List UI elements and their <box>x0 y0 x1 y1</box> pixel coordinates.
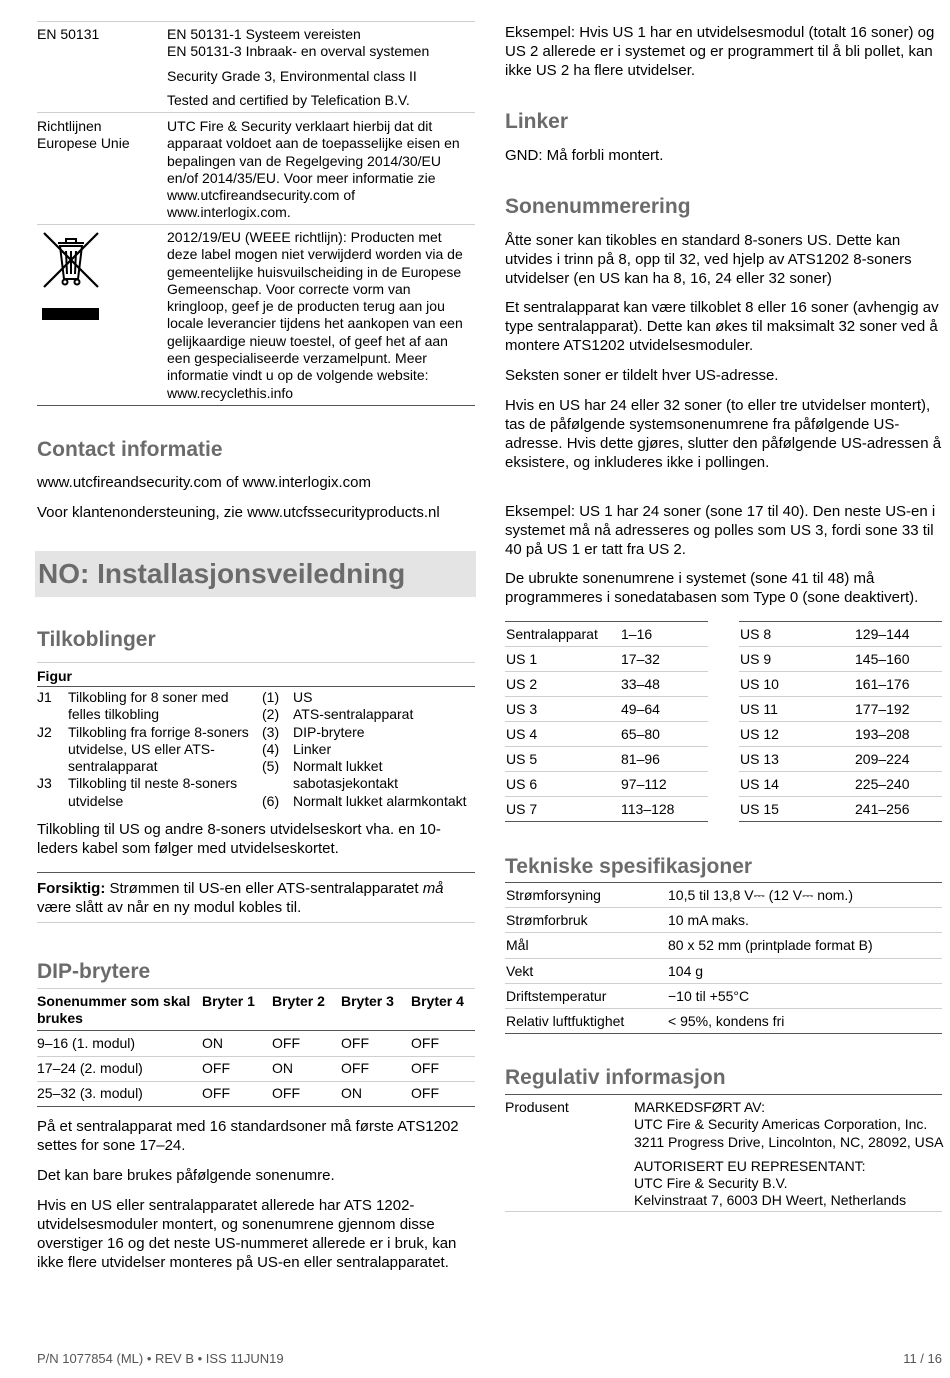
dip-cell: OFF <box>272 1035 300 1051</box>
dip-header: Bryter 3 <box>341 993 394 1009</box>
reg-value: UTC Fire & Security verklaart hierbij dat dit apparaat voldoet aan de toepasselijke eisen en bepalingen van de Regelgeving 2014/30/EU en/of 2014/35/EU. Voor meer informatie zie www.utcfireandsecurity.com of www.interlogix.com. <box>167 118 460 221</box>
reg-value: 2012/19/EU (WEEE richtlijn): Producten met deze label mogen niet verwijderd worden via de gemeentelijke huisvuilscheiding in de Europese Gemeenschap. Voor correcte vorm van kringloop, geef je de producten terug aan jou locale leverancier tijdens het aankopen van een gelijkaardige nieuw toestel, of geef het af aan een gespecialiseerde verzamelpunt. Meer informatie vindt u op de volgende website: www.recyclethis.info <box>167 229 463 401</box>
sone-paragraph: Et sentralapparat kan være tilkoblet 8 eller 16 soner (avhengig av type sentralapparat). Dette kan økes til maksimalt 32 soner ved å montere ATS1202 utvidelsesmoduler. <box>505 299 939 354</box>
table-rule <box>505 1094 942 1095</box>
zone-range: 1–16 <box>621 626 653 642</box>
spec-label: Relativ luftfuktighet <box>506 1012 625 1029</box>
table-row <box>505 747 708 772</box>
dip-cell: 25–32 (3. modul) <box>37 1085 143 1101</box>
zone-range: 177–192 <box>855 701 910 717</box>
zone-unit: US 12 <box>740 726 779 742</box>
tekniske-heading: Tekniske spesifikasjoner <box>505 855 753 878</box>
dip-paragraph: Det kan bare brukes påfølgende sonenumre. <box>37 1167 335 1184</box>
zone-unit: US 5 <box>506 751 538 767</box>
regulativ-key: Produsent <box>505 1099 569 1115</box>
dip-cell: 9–16 (1. modul) <box>37 1035 136 1051</box>
section-rule <box>37 662 475 663</box>
zone-range: 161–176 <box>855 676 910 692</box>
table-row <box>739 697 942 722</box>
weee-bar <box>42 308 99 320</box>
table-row <box>505 772 708 797</box>
reg-value <box>167 26 475 109</box>
table-rule <box>37 405 475 406</box>
zone-range: 113–128 <box>621 801 675 817</box>
table-row <box>505 697 708 722</box>
table-rule <box>37 224 475 225</box>
caution-text: være slått av når en ny modul kobles til. <box>37 899 302 916</box>
sonenummerering-heading: Sonenummerering <box>505 195 691 218</box>
list-item <box>262 793 475 810</box>
caution-emphasis: må <box>422 880 444 897</box>
address-line: UTC Fire & Security Americas Corporation, Inc. <box>634 1116 928 1133</box>
table-rule <box>37 1030 475 1031</box>
zone-range: 33–48 <box>621 676 660 692</box>
table-rule <box>37 1081 475 1082</box>
item-id: (4) <box>262 740 280 757</box>
zone-unit: US 10 <box>740 676 779 692</box>
sone-paragraph: De ubrukte sonenumrene i systemet (sone 41 til 48) må programmeres i sonedatabasen som Type 0 (sone deaktivert). <box>505 570 919 606</box>
address-line: Kelvinstraat 7, 6003 DH Weert, Netherlands <box>634 1192 907 1209</box>
dip-cell: OFF <box>202 1060 230 1076</box>
dip-cell: OFF <box>411 1085 439 1101</box>
spec-value: 104 g <box>668 962 704 979</box>
reg-line: EN 50131-3 Inbraak- en overval systemen <box>167 43 430 60</box>
regulativ-block <box>634 1099 946 1210</box>
zone-range: 209–224 <box>855 751 910 767</box>
caution-rule <box>37 872 475 873</box>
list-item <box>262 724 475 741</box>
footer-page-number: 11 / 16 <box>903 1351 942 1366</box>
zone-range: 65–80 <box>621 726 660 742</box>
item-id: (2) <box>262 706 280 723</box>
zone-unit: US 14 <box>740 776 779 792</box>
list-item <box>37 724 257 776</box>
spec-label: Driftstemperatur <box>506 987 607 1004</box>
item-id: J2 <box>37 723 52 740</box>
item-id: (5) <box>262 758 280 775</box>
item-text: DIP-brytere <box>293 723 365 740</box>
zone-range: 145–160 <box>855 651 910 667</box>
contact-line: www.utcfireandsecurity.com of www.interlogix.com <box>37 474 371 491</box>
regulativ-heading: Regulativ informasjon <box>505 1066 726 1089</box>
dip-header: Bryter 4 <box>411 993 464 1009</box>
reg-line: Tested and certified by Telefication B.V. <box>167 91 410 108</box>
table-row <box>505 797 708 822</box>
list-item <box>262 741 475 758</box>
reg-line: Security Grade 3, Environmental class II <box>167 67 417 84</box>
footer-part-number: P/N 1077854 (ML) • REV B • ISS 11JUN19 <box>37 1351 284 1366</box>
zone-range: 193–208 <box>855 726 910 742</box>
zone-unit: US 3 <box>506 701 538 717</box>
dip-cell: OFF <box>411 1060 439 1076</box>
zone-unit: US 9 <box>740 651 772 667</box>
dip-cell: OFF <box>341 1060 369 1076</box>
table-row <box>505 672 708 697</box>
dip-paragraph: Hvis en US eller sentralapparatet allerede har ATS 1202-utvidelsesmoduler montert, og sonenumrene gjennom disse overstiger 16 og det neste US-nummeret allerede er i bruk, kan ikke flere utvidelser monteres på US-en eller sentralapparatet. <box>37 1197 457 1271</box>
dip-cell: OFF <box>202 1085 230 1101</box>
zone-table-right <box>739 621 942 822</box>
zone-range: 129–144 <box>855 626 910 642</box>
table-row <box>505 908 942 933</box>
item-text: Tilkobling fra forrige 8-soners utvidelse, US eller ATS-sentralapparat <box>68 723 249 775</box>
reg-key: EN 50131 <box>37 26 100 42</box>
table-row <box>739 672 942 697</box>
spec-label: Strømforsyning <box>506 887 601 903</box>
zone-unit: US 6 <box>506 776 538 792</box>
item-text: ATS-sentralapparat <box>293 706 414 723</box>
spec-value: 10,5 til 13,8 V⎓ (12 V⎓ nom.) <box>668 887 853 903</box>
zone-unit: US 13 <box>740 751 779 767</box>
linker-text: GND: Må forbli montert. <box>505 147 664 164</box>
zone-unit: US 4 <box>506 726 538 742</box>
list-item <box>37 689 257 724</box>
caution-text: Strømmen til US-en eller ATS-sentralapparatet <box>105 880 423 897</box>
table-row <box>505 883 942 908</box>
dip-paragraph: På et sentralapparat med 16 standardsoner må første ATS1202 settes for sone 17–24. <box>37 1118 459 1154</box>
table-rule <box>37 1056 475 1057</box>
sone-paragraph: Hvis en US har 24 eller 32 soner (to eller tre utvidelser montert), tas de påfølgende systemsonenumrene fra påfølgende US-adresse. Hvis dette gjøres, slutter den påfølgende US-adressen å eksistere, og inkluderes ikke i pollingen. <box>505 397 942 471</box>
caution-note <box>37 879 475 917</box>
table-row <box>505 722 708 747</box>
zone-range: 241–256 <box>855 801 910 817</box>
zone-range: 97–112 <box>621 776 667 792</box>
section-title-band <box>35 551 476 597</box>
reg-line: EN 50131-1 Systeem vereisten <box>167 26 361 42</box>
table-rule <box>37 988 475 989</box>
zone-unit: US 15 <box>740 801 779 817</box>
table-rule <box>505 1211 942 1212</box>
table-row <box>505 647 708 672</box>
table-rule <box>37 21 475 22</box>
table-row <box>739 647 942 672</box>
list-item <box>37 775 257 810</box>
item-id: (6) <box>262 792 280 809</box>
item-text: US <box>293 689 313 705</box>
dip-cell: ON <box>272 1060 293 1076</box>
table-row <box>739 747 942 772</box>
tilkoblinger-heading: Tilkoblinger <box>37 628 156 651</box>
table-row <box>739 622 942 647</box>
spec-value: 10 mA maks. <box>668 912 749 929</box>
table-row <box>37 1060 475 1080</box>
item-id: J3 <box>37 775 52 792</box>
table-rule <box>37 112 475 113</box>
contact-heading: Contact informatie <box>37 438 223 461</box>
table-row <box>37 1035 475 1055</box>
table-row <box>505 1009 942 1034</box>
item-id: (3) <box>262 723 280 740</box>
zone-unit: US 11 <box>740 701 778 717</box>
dip-cell: OFF <box>341 1035 369 1051</box>
table-rule <box>37 1106 475 1107</box>
dip-cell: OFF <box>411 1035 439 1051</box>
sone-paragraph: Eksempel: US 1 har 24 soner (sone 17 til 40). Den neste US-en i systemet må nå adresseres og polles som US 3, fordi sone 33 til 40 på US 1 er tatt fra US 2. <box>505 503 936 558</box>
figure-legend-n <box>262 689 475 810</box>
figur-label: Figur <box>37 668 72 684</box>
dip-header: Bryter 1 <box>202 993 255 1009</box>
spec-label: Vekt <box>506 962 534 979</box>
weee-crossed-bin-icon <box>40 229 102 291</box>
table-row <box>505 959 942 984</box>
table-row <box>37 1085 475 1105</box>
spec-table <box>505 882 942 1034</box>
item-text: Linker <box>293 740 332 757</box>
address-line: MARKEDSFØRT AV: <box>634 1099 765 1115</box>
item-text: Normalt lukket sabotasjekontakt <box>293 758 399 792</box>
zone-unit: Sentralapparat <box>506 626 598 642</box>
tilkoblinger-paragraph: Tilkobling til US og andre 8-soners utvidelseskort vha. en 10-leders kabel som følger med utvidelseskortet. <box>37 821 441 857</box>
sone-paragraph: Åtte soner kan tikobles en standard 8-soners US. Dette kan utvides i trinn på 8, opp til 32, ved hjelp av ATS1202 8-soners utvidelser (en US kan ha 8, 16, 24 eller 32 soner) <box>505 232 912 287</box>
dip-header: Bryter 2 <box>272 993 325 1009</box>
table-row <box>739 722 942 747</box>
dip-cell: 17–24 (2. modul) <box>37 1060 143 1076</box>
item-id: J1 <box>37 689 52 705</box>
address-line: 3211 Progress Drive, Lincolnton, NC, 28092, USA <box>634 1133 944 1150</box>
item-text: Normalt lukket alarmkontakt <box>293 792 467 809</box>
dip-cell: OFF <box>272 1085 300 1101</box>
caution-label: Forsiktig: <box>37 880 106 897</box>
item-id: (1) <box>262 689 280 705</box>
address-line: UTC Fire & Security B.V. <box>634 1175 788 1192</box>
figure-legend-j <box>37 689 257 810</box>
zone-unit: US 7 <box>506 801 538 817</box>
caution-rule <box>37 922 475 923</box>
sone-paragraph: Seksten soner er tildelt hver US-adresse. <box>505 367 779 384</box>
zone-table-left <box>505 621 708 822</box>
dip-heading: DIP-brytere <box>37 960 151 983</box>
table-row <box>739 797 942 822</box>
section-title: NO: Installasjonsveiledning <box>38 558 406 589</box>
table-row <box>505 622 708 647</box>
zone-unit: US 8 <box>740 626 772 642</box>
address-line: AUTORISERT EU REPRESENTANT: <box>634 1157 866 1174</box>
list-item <box>262 758 475 793</box>
zone-range: 49–64 <box>621 701 660 717</box>
spec-value: −10 til +55°C <box>668 987 750 1004</box>
intro-paragraph: Eksempel: Hvis US 1 har en utvidelsesmodul (totalt 16 soner) og US 2 allerede er i systemet og er programmert til å bli pollet, kan ikke US 2 ha flere utvidelser. <box>505 24 935 79</box>
table-row <box>505 933 942 958</box>
table-row <box>739 772 942 797</box>
zone-unit: US 2 <box>506 676 538 692</box>
linker-heading: Linker <box>505 110 569 133</box>
list-item <box>262 689 475 706</box>
dip-cell: ON <box>341 1085 362 1101</box>
zone-range: 17–32 <box>621 651 660 667</box>
item-text: Tilkobling til neste 8-soners utvidelse <box>68 775 238 809</box>
contact-line: Voor klantenondersteuning, zie www.utcfssecurityproducts.nl <box>37 504 440 521</box>
spec-label: Strømforbruk <box>506 912 588 929</box>
dip-header-zone: Sonenummer som skal brukes <box>37 993 191 1027</box>
zone-range: 225–240 <box>855 776 910 792</box>
item-text: Tilkobling for 8 soner med felles tilkobling <box>68 689 229 723</box>
spec-label: Mål <box>506 937 529 954</box>
section-rule <box>37 686 475 687</box>
table-row <box>505 984 942 1009</box>
spec-value: < 95%, kondens fri <box>668 1012 785 1029</box>
list-item <box>262 706 475 723</box>
reg-key: Richtlijnen Europese Unie <box>37 118 130 152</box>
zone-range: 81–96 <box>621 751 660 767</box>
spec-value: 80 x 52 mm (printplade format B) <box>668 937 873 954</box>
zone-unit: US 1 <box>506 651 538 667</box>
dip-cell: ON <box>202 1035 223 1051</box>
